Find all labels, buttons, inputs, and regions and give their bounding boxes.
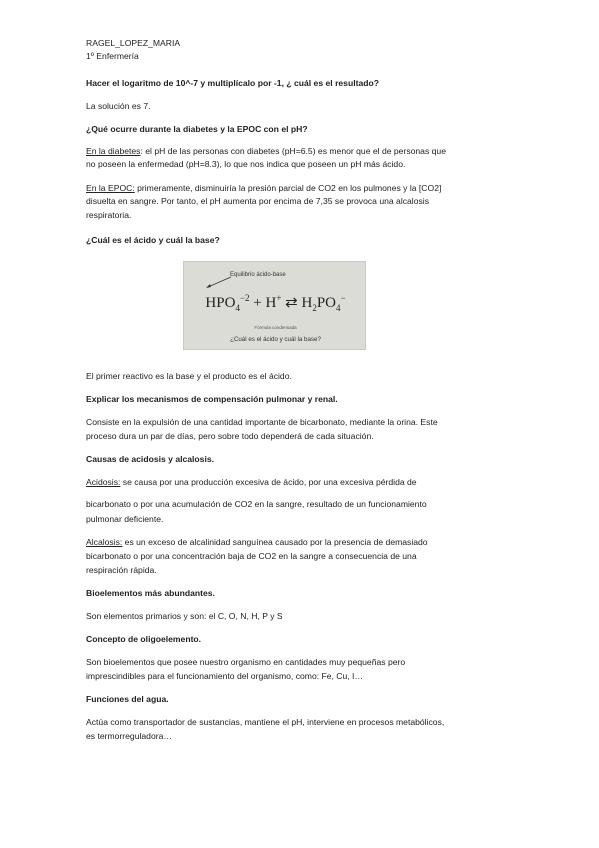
figure-subtitle: Fórmula condensada [254, 325, 297, 330]
answer-8-line-2: es termorreguladora… [86, 731, 172, 741]
question-2: ¿Qué ocurre durante la diabetes y la EPOC con el pH? [86, 124, 308, 134]
eq-hpo4-sub: 4 [235, 303, 240, 313]
answer-6: Son elementos primarios y son: el C, O, N, H, P y S [86, 611, 283, 621]
acidosis-text: se causa por una producción excesiva de ácido, por una excesiva pérdida de [120, 477, 417, 487]
acidosis-line-2: bicarbonato o por una acumulación de CO2 en la sangre, resultado de un funcionamiento [86, 499, 427, 509]
epoc-line-2: disuelta en sangre. Por tanto, el pH aumenta por encima de 7,35 se provoca una alcalosis [86, 196, 430, 206]
question-7: Concepto de oligoelemento. [86, 634, 202, 644]
question-4: Explicar los mecanismos de compensación pulmonar y renal. [86, 394, 338, 404]
question-3: ¿Cuál es el ácido y cuál la base? [86, 235, 220, 245]
diabetes-text: : el pH de las personas con diabetes (pH=6.5) es menor que el de personas que [140, 146, 446, 156]
alcalosis-line-3: respiración rápida. [86, 565, 157, 575]
answer-4-line-2: proceso dura un par de días, pero sobre todo dependerá de cada situación. [86, 431, 374, 441]
eq-plus-h: + H [249, 295, 277, 311]
author-name: RAGEL_LOPEZ_MARIA [86, 38, 181, 48]
acidosis-label: Acidosis: [86, 477, 121, 487]
epoc-label: En la EPOC: [86, 183, 135, 193]
epoc-line-3: respiratoria. [86, 210, 132, 220]
question-5: Causas de acidosis y alcalosis. [86, 454, 215, 464]
eq-po: PO [316, 295, 336, 311]
acidosis-line-1 [86, 477, 417, 487]
answer-1: La solución es 7. [86, 101, 151, 111]
epoc-line-1 [86, 183, 441, 193]
eq-po4-charge: − [340, 293, 346, 303]
eq-hpo4-charge: −2 [239, 293, 250, 303]
answer-4-line-1: Consiste en la expulsión de una cantidad importante de bicarbonato, mediante la orina. Este [86, 417, 438, 427]
eq-hpo4: HPO [205, 295, 236, 311]
eq-h: H [301, 295, 313, 311]
diabetes-line-1 [86, 146, 446, 156]
eq-po4-sub: 4 [336, 303, 341, 313]
alcalosis-line-2: bicarbonato o por una concentración baja de CO2 en la sangre a consecuencia de una [86, 551, 417, 561]
course-label: 1º Enfermería [86, 51, 139, 61]
eq-h2-sub: 2 [312, 303, 317, 313]
alcalosis-line-1 [86, 537, 428, 547]
acidosis-line-3: pulmonar deficiente. [86, 514, 164, 524]
question-1: Hacer el logaritmo de 10^-7 y multiplícalo por -1, ¿ cuál es el resultado? [86, 78, 379, 88]
chemical-equation [184, 293, 367, 313]
answer-7-line-2: imprescindibles para el funcionamiento del organismo, como: Fe, Cu, I… [86, 671, 364, 681]
answer-8-line-1: Actúa como transportador de sustancias, mantiene el pH, interviene en procesos metabólicos, [86, 717, 445, 727]
answer-7-line-1: Son bioelementos que posee nuestro organismo en cantidades muy pequeñas pero [86, 657, 406, 667]
question-8: Funciones del agua. [86, 694, 169, 704]
diabetes-label: En la diabetes [86, 146, 141, 156]
question-6: Bioelementos más abundantes. [86, 588, 215, 598]
diabetes-line-2: no poseen la enfermedad (pH=8.3), lo que nos indica que poseen un pH más ácido. [86, 159, 406, 169]
eq-h-charge: + [276, 293, 282, 303]
figure-question: ¿Cuál es el ácido y cuál la base? [230, 336, 321, 343]
pointer-arrow-icon [204, 276, 232, 290]
alcalosis-label: Alcalosis: [86, 537, 123, 547]
acid-base-equilibrium-figure [183, 261, 366, 350]
figure-title: Equilibrio ácido-base [230, 272, 286, 278]
alcalosis-text: es un exceso de alcalinidad sanguínea causado por la presencia de demasiado [122, 537, 428, 547]
eq-equilibrium-arrow: ⇄ [281, 295, 302, 311]
answer-3: El primer reactivo es la base y el producto es el ácido. [86, 371, 292, 381]
epoc-text: primeramente, disminuiría la presión parcial de CO2 en los pulmones y la [CO2] [134, 183, 442, 193]
